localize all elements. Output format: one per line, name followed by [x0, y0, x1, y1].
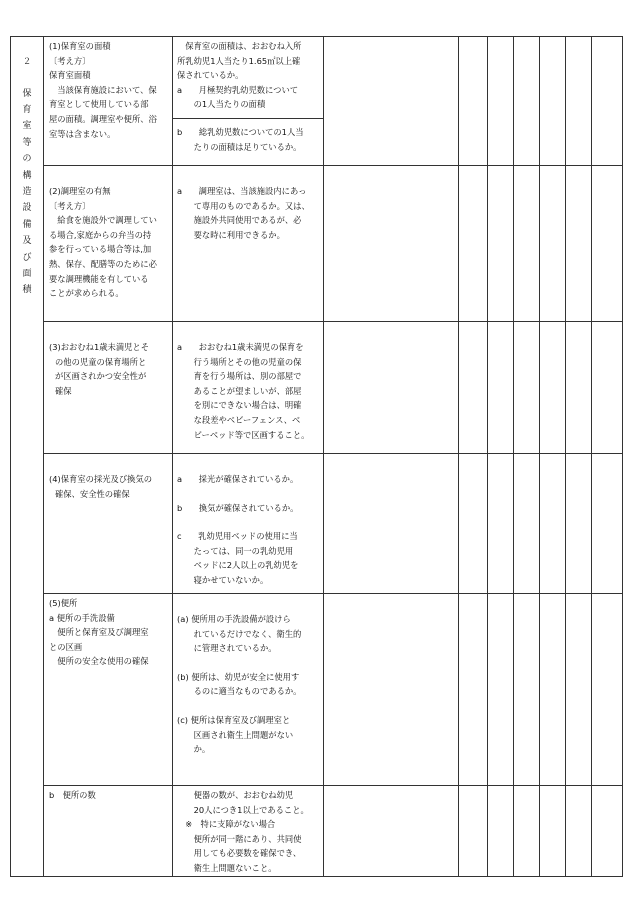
check-text: ※ 特に支障がない場合	[177, 819, 276, 830]
blank-cell	[459, 37, 488, 166]
category-char: 育	[22, 105, 32, 115]
blank-cell	[540, 594, 566, 786]
category-char: 面	[22, 269, 32, 280]
blank-cell	[324, 594, 459, 786]
category-cell	[11, 37, 44, 877]
check-text: 要な時に利用できるか。	[177, 229, 285, 240]
blank-cell	[514, 37, 540, 166]
blank-cell	[514, 594, 540, 786]
check-cell	[173, 454, 324, 594]
category-char: 及	[22, 236, 32, 247]
table-row	[11, 166, 623, 322]
blank-cell	[592, 454, 623, 594]
item-cell	[44, 322, 173, 454]
check-text: c 乳幼児用ベッドの使用に当	[177, 531, 298, 542]
category-char: 備	[22, 219, 32, 230]
inspection-table	[10, 36, 623, 877]
blank-cell	[488, 166, 514, 322]
item-text: 室等は含まない。	[49, 128, 116, 139]
category-char: び	[22, 252, 32, 263]
blank-cell	[566, 37, 592, 166]
blank-cell	[592, 594, 623, 786]
item-text: 熱、保存、配膳等のために必	[49, 258, 157, 269]
blank-cell	[566, 454, 592, 594]
check-text: ベッドに2人以上の乳幼児を	[177, 560, 299, 571]
check-text: 衛生上問題ないこと。	[177, 862, 277, 873]
item-text: 屋の面積。調理室や便所、浴	[49, 113, 157, 124]
check-text: a 調理室は、当該施設内にあっ	[177, 186, 307, 196]
table-row	[11, 594, 623, 786]
blank-cell	[324, 37, 459, 166]
category-char: 設	[22, 203, 32, 214]
check-text: 育を行う場所は、別の部屋で	[177, 371, 302, 382]
blank-cell	[488, 322, 514, 454]
table-row	[11, 454, 623, 594]
blank-cell	[592, 786, 623, 877]
check-cell	[173, 37, 324, 166]
item-cell	[44, 37, 173, 166]
check-text: 20人につき1以上であること。	[177, 804, 309, 815]
category-char: 等	[22, 137, 32, 148]
item-cell	[44, 786, 173, 877]
blank-cell	[540, 37, 566, 166]
check-cell	[173, 322, 324, 454]
check-text: れているだけでなく、衛生的	[177, 628, 302, 639]
blank-cell	[540, 166, 566, 322]
blank-cell	[540, 454, 566, 594]
check-text: 保されているか。	[177, 70, 244, 81]
item-text: る場合,家庭からの弁当の持	[49, 229, 152, 240]
check-text: ビーベッド等で区画すること。	[177, 429, 310, 440]
item-title: (5)便所	[49, 598, 78, 608]
check-text: か。	[177, 744, 211, 755]
check-text: たっては、同一の乳幼児用	[177, 545, 294, 556]
blank-cell	[514, 786, 540, 877]
blank-cell	[324, 322, 459, 454]
check-cell	[173, 594, 324, 786]
category-number: ２	[22, 57, 32, 67]
item-text: 確保、安全性の確保	[55, 488, 130, 499]
check-text: の1人当たりの面積	[177, 99, 266, 110]
item-text: 当該保育施設において、保	[49, 84, 157, 95]
blank-cell	[540, 786, 566, 877]
check-cell	[173, 166, 324, 322]
blank-cell	[592, 322, 623, 454]
blank-cell	[566, 322, 592, 454]
category-char: 積	[22, 285, 32, 296]
blank-cell	[488, 37, 514, 166]
item-text: との区画	[49, 641, 83, 652]
category-char: 造	[22, 187, 32, 198]
blank-cell	[459, 166, 488, 322]
check-text: を別にできない場合は、明確	[177, 400, 302, 411]
blank-cell	[566, 594, 592, 786]
check-text: あることが望ましいが、部屋	[177, 385, 302, 396]
check-text: て専用のものであるか。又は、	[177, 200, 310, 211]
check-cell	[173, 786, 324, 877]
item-text: 〔考え方〕	[49, 55, 91, 66]
check-text: 所乳幼児1人当たり1.65㎡以上確	[177, 55, 301, 66]
item-text: の他の児童の保育場所と	[55, 356, 147, 367]
check-text: (c) 便所は保育室及び調理室と	[177, 714, 291, 725]
item-text: 便所の安全な使用の確保	[49, 656, 149, 667]
check-text: 用しても必要数を確保でき、	[177, 848, 302, 859]
category-char: の	[22, 154, 32, 165]
check-text: 便所が同一階にあり、共同使	[177, 833, 302, 844]
blank-cell	[488, 594, 514, 786]
cell-divider	[173, 118, 323, 119]
item-title: (3)おおむね1歳未満児とそ	[49, 342, 150, 352]
blank-cell	[540, 322, 566, 454]
check-text: 保育室の面積は、おおむね入所	[177, 41, 302, 51]
blank-cell	[459, 594, 488, 786]
item-title: b 便所の数	[49, 790, 96, 800]
blank-cell	[324, 166, 459, 322]
check-text: るのに適当なものであるか。	[177, 686, 302, 697]
check-text: (a) 便所用の手洗設備が設けら	[177, 614, 291, 624]
item-text: 育室として使用している部	[49, 99, 149, 110]
category-char: 構	[22, 170, 32, 181]
item-cell	[44, 166, 173, 322]
blank-cell	[592, 166, 623, 322]
check-text: 便器の数が、おおむね幼児	[177, 790, 294, 800]
check-text: な段差やベビーフェンス、ベ	[177, 414, 301, 425]
item-text: 給食を施設外で調理してい	[49, 215, 157, 226]
blank-cell	[592, 37, 623, 166]
item-text: が区画されかつ安全性が	[55, 371, 147, 382]
blank-cell	[488, 454, 514, 594]
table-row	[11, 322, 623, 454]
check-text: (b) 便所は、幼児が安全に使用す	[177, 671, 300, 682]
check-text: a おおむね1歳未満児の保育を	[177, 342, 304, 352]
blank-cell	[324, 786, 459, 877]
item-title: (1)保育室の面積	[49, 41, 111, 51]
item-text: 保育室面積	[49, 70, 91, 81]
item-title: (4)保育室の採光及び換気の	[49, 474, 153, 484]
blank-cell	[459, 454, 488, 594]
check-text: b 総乳幼児数についての1人当	[177, 126, 304, 137]
blank-cell	[459, 322, 488, 454]
check-text: a 採光が確保されているか。	[177, 474, 299, 484]
blank-cell	[459, 786, 488, 877]
item-text: 便所と保育室及び調理室	[49, 627, 149, 638]
category-char: 室	[22, 121, 32, 132]
check-text: 区画され衛生上問題がない	[177, 729, 294, 740]
item-text: a 便所の手洗設備	[49, 612, 115, 623]
item-text: 確保	[55, 385, 72, 396]
category-char: 保	[22, 88, 32, 99]
blank-cell	[566, 166, 592, 322]
blank-cell	[488, 786, 514, 877]
blank-cell	[514, 322, 540, 454]
item-text: 参を行っている場合等は,加	[49, 244, 152, 255]
item-text: 要な調理機能を有している	[49, 273, 149, 284]
item-cell	[44, 594, 173, 786]
item-text: 〔考え方〕	[49, 200, 91, 211]
check-text: b 換気が確保されているか。	[177, 502, 299, 513]
check-text: a 月極契約乳幼児数について	[177, 84, 299, 95]
item-text: ことが求められる。	[49, 288, 124, 299]
blank-cell	[566, 786, 592, 877]
check-text: 行う場所とその他の児童の保	[177, 356, 302, 367]
check-text: たりの面積は足りているか。	[177, 141, 302, 152]
check-text: 施設外共同使用であるが、必	[177, 215, 302, 226]
blank-cell	[514, 454, 540, 594]
item-cell	[44, 454, 173, 594]
check-text: 寝かせていないか。	[177, 574, 269, 585]
table-row	[11, 786, 623, 877]
item-title: (2)調理室の有無	[49, 186, 111, 196]
check-text: に管理されているか。	[177, 643, 277, 654]
table-row	[11, 37, 623, 166]
blank-cell	[514, 166, 540, 322]
blank-cell	[324, 454, 459, 594]
